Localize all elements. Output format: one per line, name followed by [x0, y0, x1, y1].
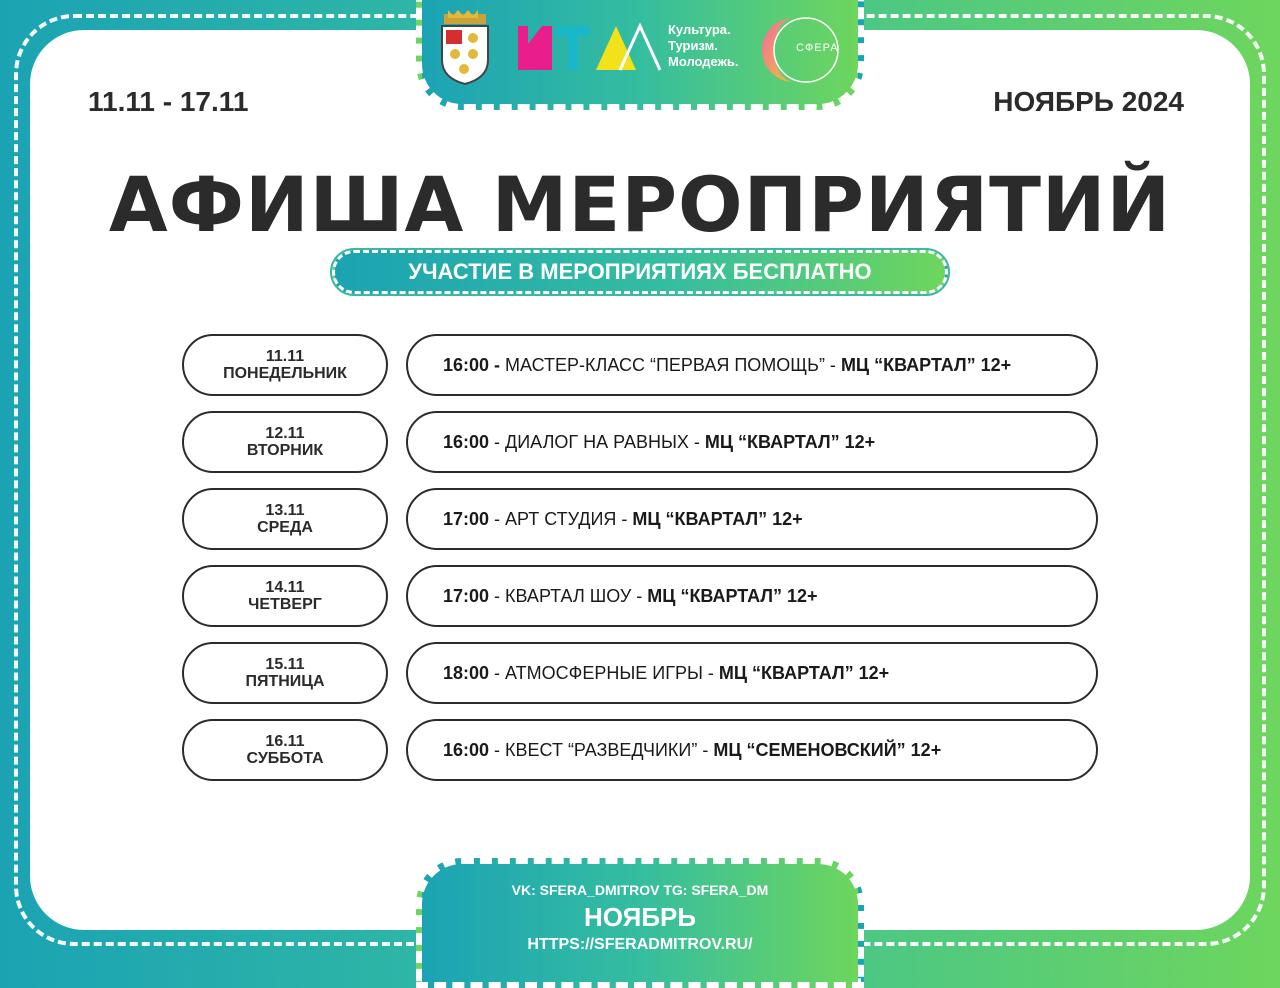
schedule-row [182, 334, 1098, 396]
day-label [182, 334, 388, 396]
event-time: 17:00 [443, 508, 490, 529]
schedule-row [182, 565, 1098, 627]
event-description [406, 334, 1098, 396]
subtitle-banner [332, 250, 948, 294]
event-time: 16:00 [443, 739, 490, 760]
event-venue: МЦ “СЕМЕНОВСКИЙ” 12+ [713, 739, 942, 760]
event-description [406, 411, 1098, 473]
day-date: 16.11 [265, 733, 305, 750]
month-year: НОЯБРЬ 2024 [993, 86, 1184, 117]
ktm-logo [516, 22, 662, 74]
event-description [406, 719, 1098, 781]
event-description [406, 642, 1098, 704]
event-time: 18:00 [443, 662, 490, 683]
day-date: 12.11 [265, 425, 305, 442]
day-weekday: ПЯТНИЦА [245, 673, 325, 690]
day-weekday: СУББОТА [246, 750, 324, 767]
ktm-tagline [668, 22, 768, 70]
day-weekday: ПОНЕДЕЛЬНИК [223, 365, 347, 382]
event-title: МАСТЕР-КЛАСС “ПЕРВАЯ ПОМОЩЬ” - [500, 354, 841, 375]
event-title: - АРТ СТУДИЯ - [489, 508, 633, 529]
event-venue: МЦ “КВАРТАЛ” 12+ [632, 508, 803, 529]
event-description [406, 488, 1098, 550]
day-date: 13.11 [265, 502, 305, 519]
schedule-row [182, 719, 1098, 781]
day-weekday: ЧЕТВЕРГ [248, 596, 322, 613]
event-time: 16:00 - [443, 354, 501, 375]
page-title: АФИША МЕРОПРИЯТИЙ [108, 160, 1172, 249]
schedule-row [182, 488, 1098, 550]
day-label [182, 488, 388, 550]
footer-social-handles: VK: SFERA_DMITROV TG: SFERA_DM [511, 882, 769, 898]
day-date: 14.11 [265, 579, 305, 596]
schedule-row [182, 411, 1098, 473]
day-label [182, 411, 388, 473]
sfera-logo-text: СФЕРА [796, 42, 839, 54]
coat-of-arms-icon [436, 6, 494, 90]
tagline-line: Туризм. [668, 38, 718, 53]
day-weekday: СРЕДА [257, 519, 313, 536]
subtitle-text: УЧАСТИЕ В МЕРОПРИЯТИЯХ БЕСПЛАТНО [332, 250, 948, 294]
event-venue: МЦ “КВАРТАЛ” 12+ [718, 662, 890, 683]
date-range: 11.11 - 17.11 [88, 86, 249, 117]
event-description [406, 565, 1098, 627]
event-venue: МЦ “КВАРТАЛ” 12+ [840, 354, 1012, 375]
event-time: 17:00 [443, 585, 490, 606]
event-title: - КВЕСТ “РАЗВЕДЧИКИ” - [489, 739, 714, 760]
event-title: - ДИАЛОГ НА РАВНЫХ - [489, 431, 705, 452]
tagline-line: Культура. [668, 22, 731, 37]
day-date: 15.11 [265, 656, 305, 673]
event-venue: МЦ “КВАРТАЛ” 12+ [704, 431, 876, 452]
event-time: 16:00 [443, 431, 490, 452]
event-title: - КВАРТАЛ ШОУ - [489, 585, 648, 606]
tagline-line: Молодежь. [668, 54, 739, 69]
event-title: - АТМОСФЕРНЫЕ ИГРЫ - [489, 662, 719, 683]
day-label [182, 565, 388, 627]
schedule-row [182, 642, 1098, 704]
day-label [182, 642, 388, 704]
footer-url-link[interactable]: HTTPS://SFERADMITROV.RU/ [527, 936, 753, 953]
day-weekday: ВТОРНИК [246, 442, 324, 459]
day-date: 11.11 [265, 348, 305, 365]
event-venue: МЦ “КВАРТАЛ” 12+ [647, 585, 818, 606]
footer-month: НОЯБРЬ [583, 902, 697, 932]
day-label [182, 719, 388, 781]
